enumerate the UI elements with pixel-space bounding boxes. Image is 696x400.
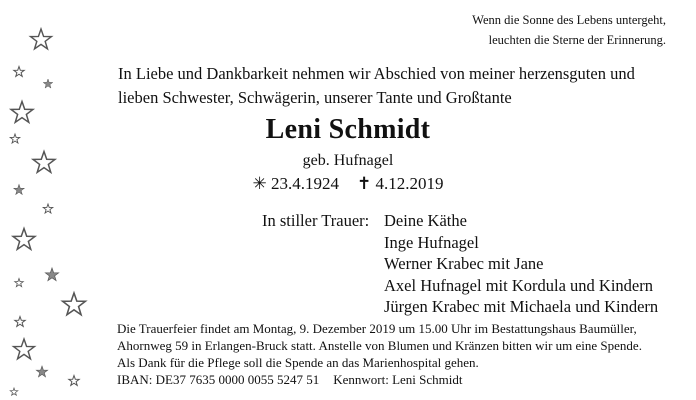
mourner-name: Deine Käthe: [384, 211, 467, 230]
star-icon: [14, 67, 24, 77]
star-icon: [15, 317, 25, 327]
star-icon: [10, 388, 18, 395]
star-icon: [43, 204, 53, 213]
mourner-list: [384, 210, 658, 318]
birth-date: ✳ 23.4.1924: [252, 174, 339, 193]
life-dates: [0, 174, 696, 194]
notice-line-1: Die Trauerfeier findet am Montag, 9. Dezember 2019 um 15.00 Uhr im Bestattungshaus Baumüller,: [117, 321, 637, 336]
notice-line-3: Als Dank für die Pflege soll die Spende an das Marienhospital gehen.: [117, 355, 479, 370]
intro-line-2: lieben Schwester, Schwägerin, unserer Tante und Großtante: [118, 88, 512, 107]
star-icon: [45, 268, 58, 281]
donation-keyword: Kennwort: Leni Schmidt: [333, 372, 463, 387]
star-decoration: [0, 0, 100, 400]
bank-details: [117, 371, 687, 388]
star-icon: [36, 366, 47, 377]
motto-quote: [436, 10, 666, 50]
mourner-name: Inge Hufnagel: [384, 232, 479, 252]
birth-name: geb. Hufnagel: [302, 152, 394, 169]
deceased-name: Leni Schmidt: [265, 114, 431, 145]
iban: IBAN: DE37 7635 0000 0055 5247 51: [117, 372, 320, 387]
mourner-name: Jürgen Krabec mit Michaela und Kindern: [384, 297, 659, 316]
mourner-name: Werner Krabec mit Jane: [384, 254, 544, 273]
star-icon: [31, 29, 52, 49]
star-icon: [69, 376, 79, 386]
star-icon: [15, 279, 24, 287]
notice-line-2: Ahornweg 59 in Erlangen-Bruck statt. Anstelle von Blumen und Kränzen bitten wir um eine Spende.: [117, 338, 642, 353]
star-icon: [43, 79, 53, 88]
mourning-label: In stiller Trauer:: [262, 211, 370, 230]
star-icon: [63, 293, 86, 315]
mourner-name: Axel Hufnagel mit Kordula und Kindern: [384, 275, 653, 295]
motto-line-1: Wenn die Sonne des Lebens untergeht,: [472, 13, 666, 27]
star-icon: [14, 339, 35, 359]
death-date: ✝ 4.12.2019: [357, 174, 444, 193]
intro-text: [118, 62, 678, 110]
star-icon: [13, 229, 35, 250]
intro-line-1: In Liebe und Dankbarkeit nehmen wir Abschied von meiner herzensguten und: [118, 64, 635, 83]
motto-line-2: leuchten die Sterne der Erinnerung.: [488, 33, 666, 47]
funeral-notice: [117, 320, 687, 388]
